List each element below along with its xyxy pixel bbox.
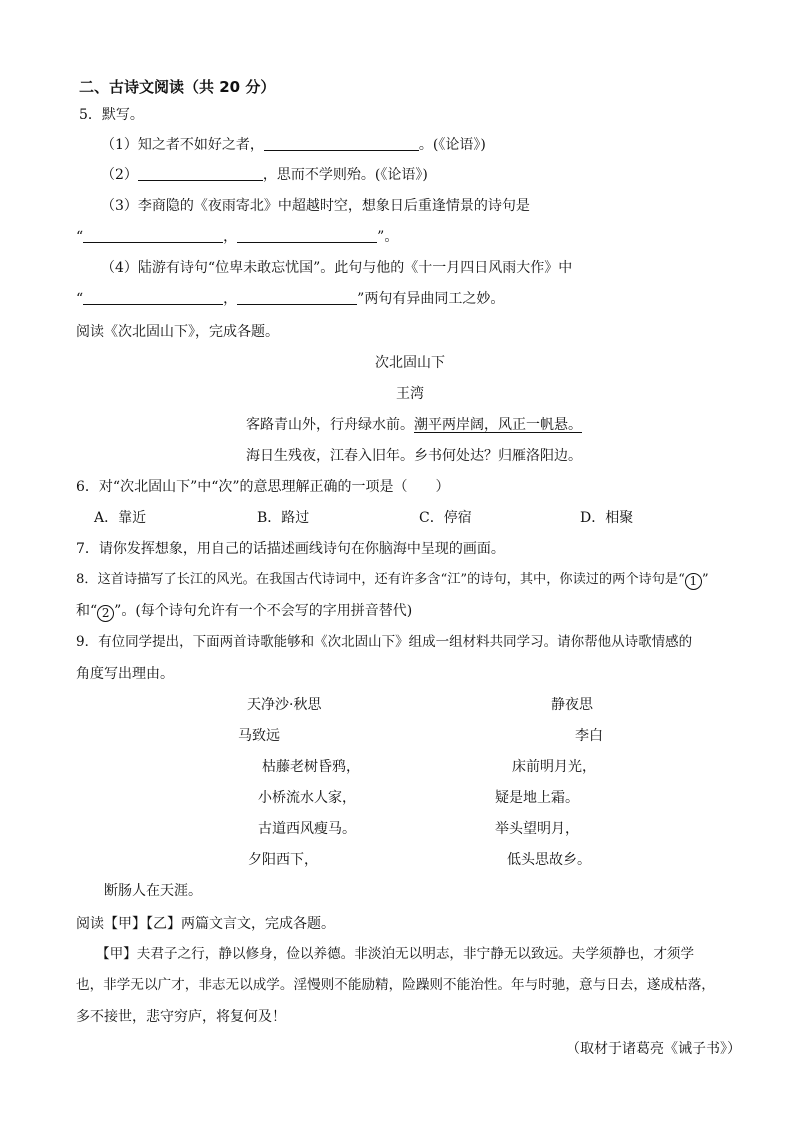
poem-b-line-3: 举头望明月， [495, 821, 579, 837]
poem-line-1 [246, 418, 582, 432]
q5-sub3-close: ”。 [377, 229, 399, 245]
poem-b-author: 李白 [575, 728, 603, 744]
q5-sub1-suffix: 。(《论语》) [418, 137, 486, 153]
poem-line-1a: 客路青山外，行舟绿水前。 [246, 417, 414, 433]
classical-source: （取材于诸葛亮《诫子书》） [566, 1041, 741, 1057]
poem-b-title: 静夜思 [551, 697, 593, 713]
q6-option-a[interactable]: A．靠近 [94, 510, 147, 526]
q5-sub4-comma: ， [223, 291, 238, 307]
q5-sub2-suffix: ，思而不学则殆。(《论语》) [262, 167, 428, 183]
poem-author: 王湾 [396, 386, 424, 402]
poem-a-title: 天净沙·秋思 [247, 697, 322, 713]
q5-sub1-blank[interactable] [264, 138, 419, 151]
q5-sub3-blank-1[interactable] [83, 230, 223, 243]
q5-sub4-close: ”两句有异曲同工之妙。 [357, 291, 505, 307]
q5-sub2-blank[interactable] [138, 168, 263, 181]
section-title: 二、古诗文阅读（共 20 分） [79, 78, 276, 96]
q5-sub3-blank-2[interactable] [237, 230, 377, 243]
q7-text: 7．请你发挥想象，用自己的话描述画线诗句在你脑海中呈现的画面。 [76, 541, 505, 557]
q9-line-1: 9．有位同学提出，下面两首诗歌能够和《次北固山下》组成一组材料共同学习。请你帮他从诗歌情感的 [76, 634, 693, 650]
q5-sub1-prefix: （1）知之者不如好之者， [101, 137, 264, 153]
poem-b-line-4: 低头思故乡。 [507, 852, 591, 868]
poem-a-line-1: 枯藤老树昏鸦， [262, 759, 360, 775]
q5-sub3-text: （3）李商隐的《夜雨寄北》中超越时空，想象日后重逢情景的诗句是 [101, 198, 530, 214]
poem-line-1b-underlined: 潮平两岸阔，风正一帆悬。 [414, 417, 582, 433]
poem-line-2: 海日生残夜，江春入旧年。乡书何处达？归雁洛阳边。 [246, 448, 582, 464]
q8-line-2 [76, 604, 412, 622]
q5-number: 5．默写。 [79, 107, 144, 123]
poem-a-line-4: 夕阳西下， [248, 852, 318, 868]
q6-option-d[interactable]: D．相聚 [580, 510, 634, 526]
q5-sub3-answer [76, 230, 398, 244]
classical-paragraph-line-3: 多不接世，悲守穷庐，将复何及！ [76, 1009, 286, 1025]
q8-line-2-text: ”。(每个诗句允许有一个不会写的字用拼音替代) [114, 603, 413, 619]
poem-title: 次北固山下 [375, 355, 445, 371]
q8-line-1-end: ” [701, 572, 709, 587]
q5-sub2 [101, 168, 428, 182]
q6-text: 6．对“次北固山下”中“次”的意思理解正确的一项是（ ） [76, 479, 450, 495]
poem-a-line-3: 古道西风瘦马。 [258, 821, 356, 837]
q6-option-b[interactable]: B．路过 [257, 510, 310, 526]
poem-a-line-2: 小桥流水人家， [258, 790, 356, 806]
q5-sub1 [101, 138, 486, 152]
q5-sub3-open: “ [76, 229, 84, 245]
q9-line-2: 角度写出理由。 [76, 666, 174, 682]
q5-sub3-comma: ， [223, 229, 238, 245]
q5-sub4-open: “ [76, 291, 84, 307]
q8-line-2-open: 和“ [76, 603, 98, 619]
q8-line-1 [76, 573, 709, 590]
q5-sub2-prefix: （2） [101, 167, 138, 183]
classical-intro: 阅读【甲】【乙】两篇文言文，完成各题。 [76, 916, 335, 932]
poem-intro: 阅读《次北固山下》，完成各题。 [76, 324, 279, 340]
q6-option-c[interactable]: C．停宿 [419, 510, 472, 526]
poem-b-line-2: 疑是地上霜。 [495, 790, 579, 806]
q5-sub4-blank-1[interactable] [83, 292, 223, 305]
q5-sub4-blank-2[interactable] [237, 292, 357, 305]
q8-mark-1: 1 [685, 573, 702, 590]
q5-sub4-text: （4）陆游有诗句“位卑未敢忘忧国”。此句与他的《十一月四日风雨大作》中 [101, 260, 573, 276]
poem-b-line-1: 床前明月光， [512, 759, 596, 775]
poem-a-line-5: 断肠人在天涯。 [104, 883, 202, 899]
classical-paragraph-line-2: 也，非学无以广才，非志无以成学。淫慢则不能励精，险躁则不能治性。年与时驰，意与日去，遂成枯落， [76, 977, 715, 993]
q5-sub4-answer [76, 292, 504, 306]
q8-mark-2: 2 [97, 605, 114, 622]
poem-a-author: 马致远 [238, 728, 280, 744]
classical-paragraph-line-1: 【甲】夫君子之行，静以修身，俭以养德。非淡泊无以明志，非宁静无以致远。夫学须静也，才须学 [96, 946, 695, 962]
q8-line-1-text: 8．这首诗描写了长江的风光。在我国古代诗词中，还有许多含“江”的诗句，其中，你读过的两个诗句是“ [76, 572, 685, 587]
